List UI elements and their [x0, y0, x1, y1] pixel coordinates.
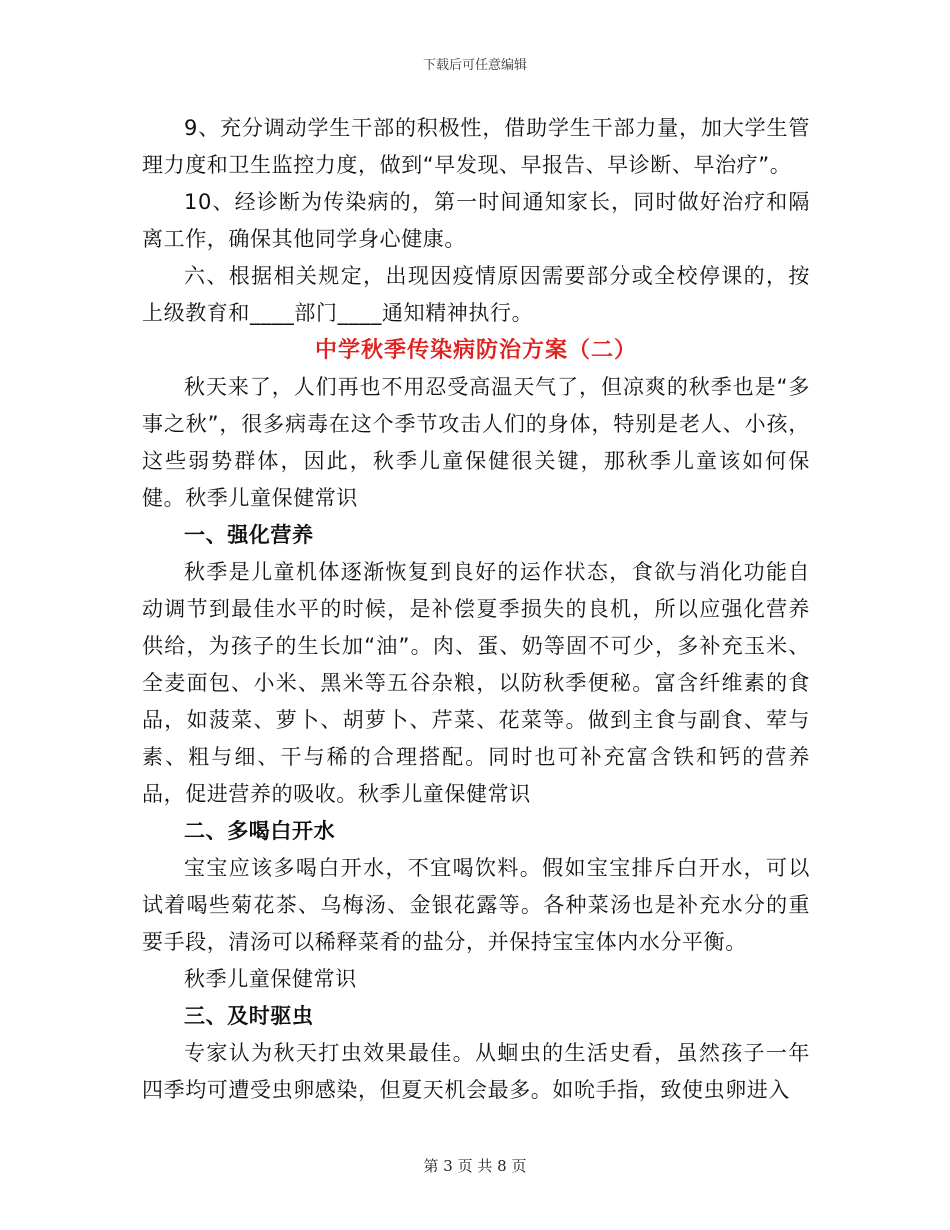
deworm-paragraph: 专家认为秋天打虫效果最佳。从蛔虫的生活史看，虽然孩子一年四季均可遭受虫卵感染，但夏天机会最多。如吮手指，致使虫卵进入 — [142, 1041, 810, 1102]
tips-label-paragraph: 秋季儿童保健常识 — [184, 967, 357, 991]
page-header-note: 下载后可任意编辑 — [422, 58, 527, 73]
heading-nutrition: 一、强化营养 — [184, 523, 314, 547]
water-paragraph: 宝宝应该多喝白开水，不宜喝饮料。假如宝宝排斥白开水，可以试着喝些菊花茶、乌梅汤、金银花露等。各种菜汤也是补充水分的重要手段，清汤可以稀释菜肴的盐分，并保持宝宝体内水分平衡。 — [142, 856, 810, 954]
paragraph-item-9: 9、充分调动学生干部的积极性，借助学生干部力量，加大学生管理力度和卫生监控力度，做到“早发现、早报告、早诊断、早治疗”。 — [142, 116, 810, 177]
paragraph-item-six: 六、根据相关规定，出现因疫情原因需要部分或全校停课的，按上级教育和____部门____通知精神执行。 — [142, 264, 810, 325]
page-number: 第 3 页 共 8 页 — [423, 1157, 527, 1175]
heading-water: 二、多喝白开水 — [184, 819, 336, 843]
heading-deworm: 三、及时驱虫 — [184, 1004, 314, 1028]
document-body — [142, 110, 810, 1109]
paragraph-item-10: 10、经诊断为传染病的，第一时间通知家长，同时做好治疗和隔离工作，确保其他同学身心健康。 — [142, 190, 810, 251]
intro-paragraph: 秋天来了，人们再也不用忍受高温天气了，但凉爽的秋季也是“多事之秋”，很多病毒在这个季节攻击人们的身体，特别是老人、小孩，这些弱势群体，因此，秋季儿童保健很关键，那秋季儿童该如何保健。秋季儿童保健常识 — [142, 375, 810, 510]
section-title: 中学秋季传染病防治方案（二） — [314, 338, 637, 363]
nutrition-paragraph: 秋季是儿童机体逐渐恢复到良好的运作状态，食欲与消化功能自动调节到最佳水平的时候，是补偿夏季损失的良机，所以应强化营养供给，为孩子的生长加“油”。肉、蛋、奶等固不可少，多补充玉米、全麦面包、小米、黑米等五谷杂粮，以防秋季便秘。富含纤维素的食品，如菠菜、萝卜、胡萝卜、芹菜、花菜等。做到主食与副食、荤与素、粗与细、干与稀的合理搭配。同时也可补充富含铁和钙的营养品，促进营养的吸收。秋季儿童保健常识 — [142, 560, 810, 806]
